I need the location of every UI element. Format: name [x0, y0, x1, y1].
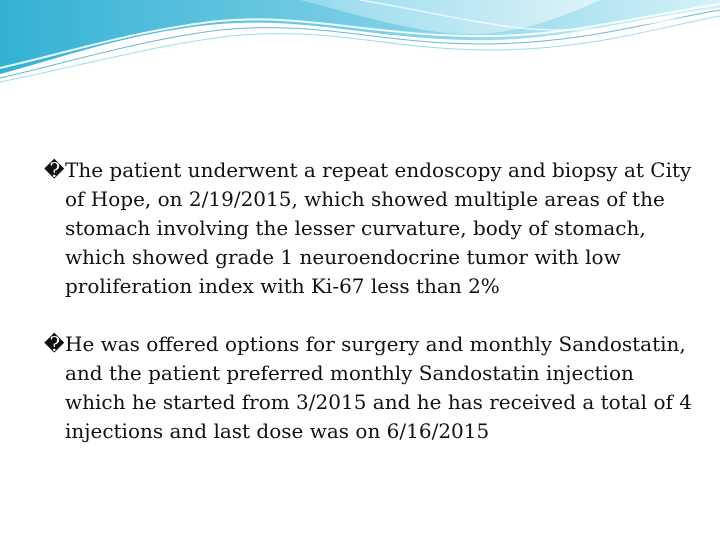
bullet-text-2: He was offered options for surgery and monthly Sandostatin, and the patient preferred monthly Sandostatin injection which he started from 3/2015 and he has received a total of 4 injections and last dose was on 6/16/2015 — [65, 332, 692, 443]
bullet-text-1: The patient underwent a repeat endoscopy and biopsy at City of Hope, on 2/19/2015, which showed multiple areas of the stomach involving the lesser curvature, body of stomach, which showed grade 1 neuroendocrine tumor with low proliferation index with Ki-67 less than 2% — [65, 158, 692, 298]
bullet-marker-icon: � — [44, 158, 65, 182]
slide-body — [44, 156, 694, 446]
bullet-item-1 — [44, 156, 694, 301]
bullet-marker-icon: � — [44, 332, 65, 356]
bullet-item-2 — [44, 330, 694, 446]
header-wave-decoration — [0, 0, 720, 90]
